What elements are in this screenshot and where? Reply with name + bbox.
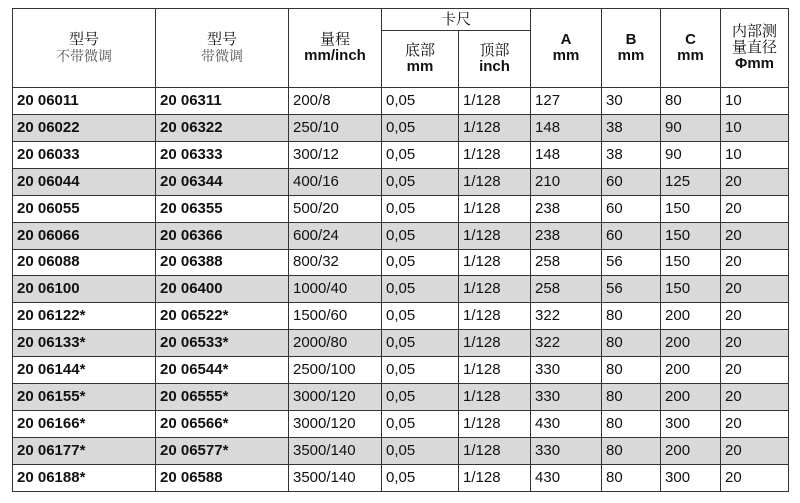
cell-inner-diameter: 20 [721, 411, 789, 438]
cell-dim-b: 56 [602, 249, 661, 276]
table-row [13, 464, 789, 491]
cell-model-fine: 20 06555* [156, 384, 289, 411]
cell-dim-c: 200 [661, 303, 721, 330]
cell-caliper-top: 1/128 [459, 464, 531, 491]
cell-model-no-fine: 20 06122* [13, 303, 156, 330]
cell-dim-b: 38 [602, 114, 661, 141]
cell-range: 2000/80 [289, 330, 382, 357]
cell-dim-b: 60 [602, 168, 661, 195]
cell-model-no-fine: 20 06055 [13, 195, 156, 222]
cell-caliper-bottom: 0,05 [382, 303, 459, 330]
cell-range: 3000/120 [289, 411, 382, 438]
cell-range: 3500/140 [289, 437, 382, 464]
cell-dim-c: 200 [661, 357, 721, 384]
cell-model-fine: 20 06344 [156, 168, 289, 195]
cell-model-no-fine: 20 06144* [13, 357, 156, 384]
table-row [13, 249, 789, 276]
header-inner-diameter [721, 9, 789, 88]
cell-model-no-fine: 20 06022 [13, 114, 156, 141]
cell-dim-a: 127 [531, 88, 602, 115]
cell-dim-b: 30 [602, 88, 661, 115]
cell-inner-diameter: 10 [721, 88, 789, 115]
cell-caliper-top: 1/128 [459, 330, 531, 357]
cell-dim-b: 60 [602, 195, 661, 222]
cell-range: 250/10 [289, 114, 382, 141]
cell-dim-a: 148 [531, 114, 602, 141]
table-row [13, 222, 789, 249]
header-range [289, 9, 382, 88]
cell-dim-b: 56 [602, 276, 661, 303]
table-row [13, 303, 789, 330]
cell-model-no-fine: 20 06088 [13, 249, 156, 276]
cell-model-fine: 20 06588 [156, 464, 289, 491]
header-model-no-fine-subtitle: 不带微调 [56, 48, 112, 64]
cell-caliper-top: 1/128 [459, 168, 531, 195]
cell-dim-b: 60 [602, 222, 661, 249]
table-body [13, 88, 789, 492]
cell-dim-b: 80 [602, 464, 661, 491]
cell-dim-b: 80 [602, 357, 661, 384]
cell-range: 600/24 [289, 222, 382, 249]
cell-inner-diameter: 20 [721, 303, 789, 330]
cell-dim-a: 238 [531, 222, 602, 249]
header-inner-unit: Φmm [735, 55, 775, 72]
cell-range: 3500/140 [289, 464, 382, 491]
cell-dim-a: 430 [531, 464, 602, 491]
cell-model-no-fine: 20 06066 [13, 222, 156, 249]
cell-dim-b: 38 [602, 141, 661, 168]
cell-range: 800/32 [289, 249, 382, 276]
header-inner-line1: 内部测 [732, 23, 778, 40]
cell-inner-diameter: 20 [721, 222, 789, 249]
header-model-no-fine [13, 9, 156, 88]
cell-dim-c: 150 [661, 195, 721, 222]
cell-caliper-bottom: 0,05 [382, 464, 459, 491]
cell-model-no-fine: 20 06011 [13, 88, 156, 115]
cell-dim-a: 258 [531, 249, 602, 276]
cell-dim-a: 330 [531, 384, 602, 411]
cell-caliper-bottom: 0,05 [382, 141, 459, 168]
cell-range: 1000/40 [289, 276, 382, 303]
cell-dim-c: 200 [661, 330, 721, 357]
cell-caliper-top: 1/128 [459, 114, 531, 141]
header-inner-line2: 量直径 [732, 39, 778, 56]
header-caliper [382, 9, 531, 31]
spec-table [12, 8, 789, 492]
table-row [13, 168, 789, 195]
cell-model-fine: 20 06566* [156, 411, 289, 438]
cell-dim-c: 80 [661, 88, 721, 115]
cell-inner-diameter: 20 [721, 437, 789, 464]
header-model-no-fine-title: 型号 [68, 31, 99, 48]
cell-model-fine: 20 06577* [156, 437, 289, 464]
cell-caliper-bottom: 0,05 [382, 437, 459, 464]
cell-dim-b: 80 [602, 303, 661, 330]
table-row [13, 114, 789, 141]
table-row [13, 88, 789, 115]
header-a-unit: mm [552, 47, 580, 64]
cell-caliper-bottom: 0,05 [382, 168, 459, 195]
header-b [602, 9, 661, 88]
cell-inner-diameter: 20 [721, 249, 789, 276]
header-caliper-title: 卡尺 [441, 10, 472, 28]
table-row [13, 276, 789, 303]
table-row [13, 411, 789, 438]
cell-dim-c: 150 [661, 249, 721, 276]
cell-dim-c: 300 [661, 464, 721, 491]
header-a-title: A [560, 31, 572, 48]
cell-model-fine: 20 06544* [156, 357, 289, 384]
cell-model-fine: 20 06400 [156, 276, 289, 303]
cell-model-fine: 20 06388 [156, 249, 289, 276]
cell-caliper-top: 1/128 [459, 249, 531, 276]
cell-caliper-top: 1/128 [459, 88, 531, 115]
header-caliper-bottom-title: 底部 [404, 42, 435, 59]
header-model-fine-title: 型号 [206, 31, 237, 48]
cell-model-no-fine: 20 06133* [13, 330, 156, 357]
cell-range: 2500/100 [289, 357, 382, 384]
cell-dim-b: 80 [602, 411, 661, 438]
cell-inner-diameter: 20 [721, 330, 789, 357]
cell-range: 300/12 [289, 141, 382, 168]
cell-dim-a: 148 [531, 141, 602, 168]
cell-model-fine: 20 06533* [156, 330, 289, 357]
cell-model-no-fine: 20 06188* [13, 464, 156, 491]
cell-model-fine: 20 06333 [156, 141, 289, 168]
cell-dim-a: 238 [531, 195, 602, 222]
header-model-fine-subtitle: 带微调 [201, 48, 243, 64]
cell-inner-diameter: 20 [721, 357, 789, 384]
cell-range: 200/8 [289, 88, 382, 115]
cell-dim-b: 80 [602, 384, 661, 411]
cell-dim-a: 330 [531, 357, 602, 384]
cell-caliper-bottom: 0,05 [382, 88, 459, 115]
cell-dim-c: 200 [661, 437, 721, 464]
header-a [531, 9, 602, 88]
cell-caliper-top: 1/128 [459, 195, 531, 222]
cell-model-no-fine: 20 06033 [13, 141, 156, 168]
cell-caliper-bottom: 0,05 [382, 357, 459, 384]
cell-inner-diameter: 20 [721, 464, 789, 491]
cell-model-fine: 20 06322 [156, 114, 289, 141]
cell-caliper-bottom: 0,05 [382, 384, 459, 411]
cell-dim-c: 300 [661, 411, 721, 438]
cell-range: 500/20 [289, 195, 382, 222]
cell-dim-a: 322 [531, 303, 602, 330]
header-model-fine [156, 9, 289, 88]
cell-caliper-top: 1/128 [459, 276, 531, 303]
cell-inner-diameter: 20 [721, 276, 789, 303]
cell-dim-c: 125 [661, 168, 721, 195]
header-caliper-top-title: 顶部 [479, 42, 510, 59]
cell-range: 3000/120 [289, 384, 382, 411]
cell-dim-b: 80 [602, 437, 661, 464]
table-row [13, 437, 789, 464]
header-range-unit: mm/inch [304, 47, 366, 64]
cell-inner-diameter: 20 [721, 384, 789, 411]
table-row [13, 141, 789, 168]
cell-dim-a: 210 [531, 168, 602, 195]
cell-dim-a: 322 [531, 330, 602, 357]
header-b-title: B [625, 31, 637, 48]
table-row [13, 330, 789, 357]
cell-dim-c: 150 [661, 276, 721, 303]
table-header [13, 9, 789, 88]
cell-model-fine: 20 06522* [156, 303, 289, 330]
cell-model-fine: 20 06311 [156, 88, 289, 115]
cell-dim-a: 258 [531, 276, 602, 303]
cell-model-no-fine: 20 06155* [13, 384, 156, 411]
cell-caliper-bottom: 0,05 [382, 222, 459, 249]
table-row [13, 357, 789, 384]
cell-model-fine: 20 06366 [156, 222, 289, 249]
cell-dim-c: 90 [661, 114, 721, 141]
table-row [13, 195, 789, 222]
header-caliper-bottom-unit: mm [406, 58, 434, 75]
header-caliper-top-unit: inch [479, 58, 510, 75]
cell-range: 1500/60 [289, 303, 382, 330]
cell-caliper-bottom: 0,05 [382, 330, 459, 357]
header-b-unit: mm [617, 47, 645, 64]
cell-caliper-top: 1/128 [459, 357, 531, 384]
header-caliper-top [459, 31, 531, 88]
header-c [661, 9, 721, 88]
cell-range: 400/16 [289, 168, 382, 195]
cell-caliper-bottom: 0,05 [382, 249, 459, 276]
cell-model-no-fine: 20 06044 [13, 168, 156, 195]
cell-caliper-top: 1/128 [459, 384, 531, 411]
cell-caliper-top: 1/128 [459, 437, 531, 464]
cell-caliper-top: 1/128 [459, 141, 531, 168]
table-row [13, 384, 789, 411]
cell-caliper-bottom: 0,05 [382, 411, 459, 438]
cell-model-fine: 20 06355 [156, 195, 289, 222]
cell-model-no-fine: 20 06166* [13, 411, 156, 438]
header-caliper-bottom [382, 31, 459, 88]
header-c-unit: mm [677, 47, 704, 64]
cell-inner-diameter: 20 [721, 168, 789, 195]
header-c-title: C [685, 31, 696, 48]
cell-dim-b: 80 [602, 330, 661, 357]
cell-caliper-top: 1/128 [459, 222, 531, 249]
cell-caliper-bottom: 0,05 [382, 195, 459, 222]
cell-inner-diameter: 20 [721, 195, 789, 222]
cell-caliper-bottom: 0,05 [382, 276, 459, 303]
cell-dim-c: 200 [661, 384, 721, 411]
cell-caliper-top: 1/128 [459, 303, 531, 330]
header-range-title: 量程 [319, 31, 350, 48]
cell-model-no-fine: 20 06100 [13, 276, 156, 303]
cell-caliper-bottom: 0,05 [382, 114, 459, 141]
cell-inner-diameter: 10 [721, 141, 789, 168]
cell-dim-a: 430 [531, 411, 602, 438]
cell-dim-c: 150 [661, 222, 721, 249]
cell-dim-a: 330 [531, 437, 602, 464]
cell-inner-diameter: 10 [721, 114, 789, 141]
cell-caliper-top: 1/128 [459, 411, 531, 438]
cell-model-no-fine: 20 06177* [13, 437, 156, 464]
cell-dim-c: 90 [661, 141, 721, 168]
